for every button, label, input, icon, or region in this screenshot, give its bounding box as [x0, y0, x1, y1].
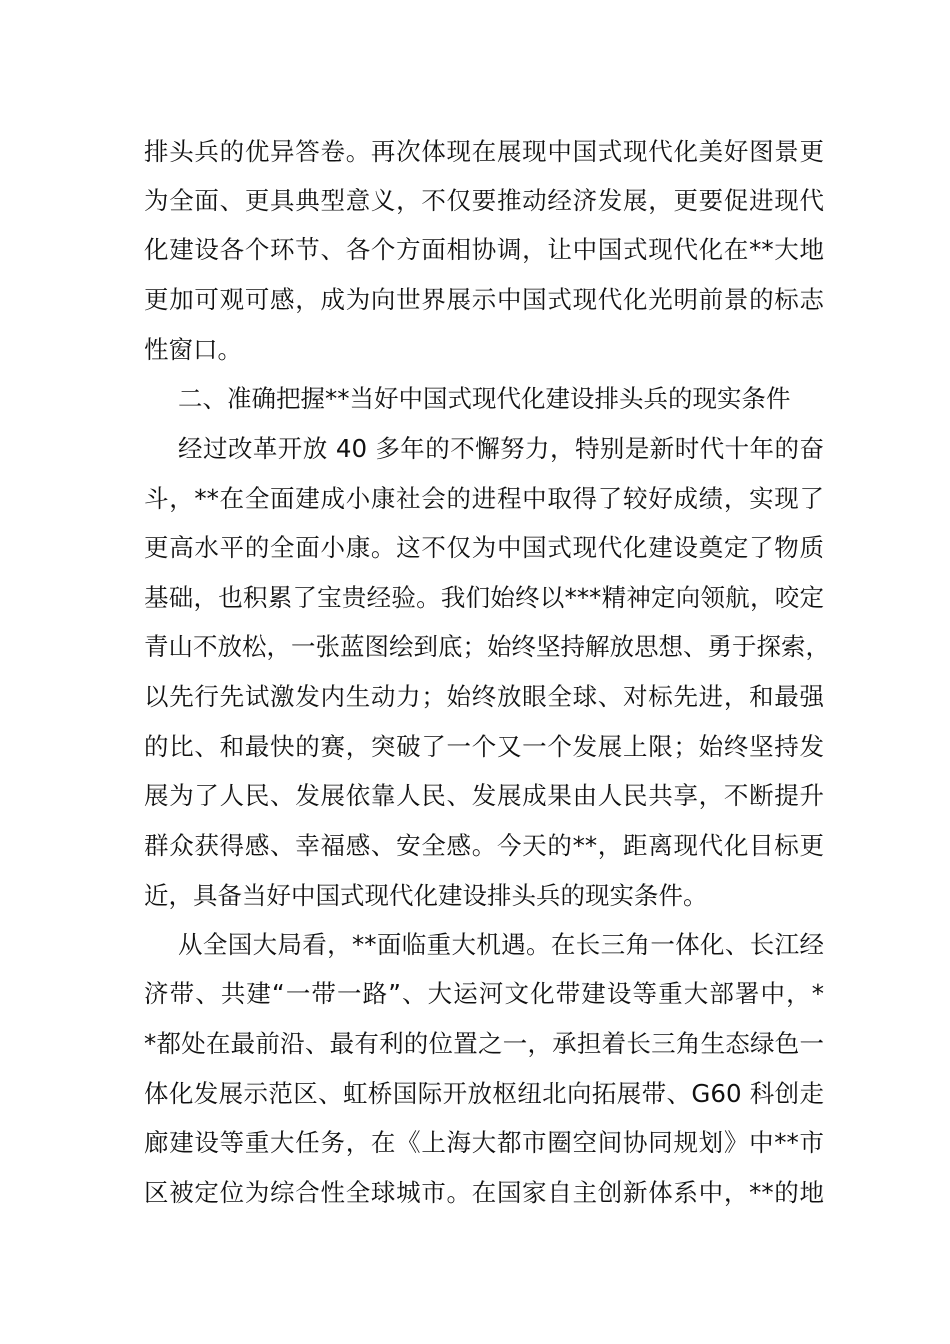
paragraph-line: 群众获得感、幸福感、安全感。今天的**，距离现代化目标更	[144, 831, 824, 860]
paragraph-line: 展为了人民、发展依靠人民、发展成果由人民共享，不断提升	[144, 781, 824, 810]
paragraph-line: 基础，也积累了宝贵经验。我们始终以***精神定向领航，咬定	[144, 583, 824, 612]
paragraph-line: 廊建设等重大任务，在《上海大都市圈空间协同规划》中**市	[144, 1128, 824, 1157]
paragraph-line: 的比、和最快的赛，突破了一个又一个发展上限；始终坚持发	[144, 732, 824, 761]
paragraph-line: *都处在最前沿、最有利的位置之一，承担着长三角生态绿色一	[144, 1029, 824, 1058]
paragraph-line: 区被定位为综合性全球城市。在国家自主创新体系中，**的地	[144, 1178, 824, 1207]
paragraph-line: 斗，**在全面建成小康社会的进程中取得了较好成绩，实现了	[144, 484, 824, 513]
section-heading: 二、准确把握**当好中国式现代化建设排头兵的现实条件	[178, 384, 791, 413]
paragraph-line: 以先行先试激发内生动力；始终放眼全球、对标先进，和最强	[144, 682, 824, 711]
paragraph-line: 青山不放松，一张蓝图绘到底；始终坚持解放思想、勇于探索，	[144, 632, 830, 661]
paragraph-line: 体化发展示范区、虹桥国际开放枢纽北向拓展带、G60 科创走	[144, 1079, 824, 1108]
paragraph-line: 性窗口。	[144, 335, 242, 364]
paragraph-line: 经过改革开放 40 多年的不懈努力，特别是新时代十年的奋	[178, 434, 824, 463]
paragraph-line: 为全面、更具典型意义，不仅要推动经济发展，更要促进现代	[144, 186, 824, 215]
paragraph-line: 济带、共建“一带一路”、大运河文化带建设等重大部署中，*	[144, 979, 824, 1008]
paragraph-line: 近，具备当好中国式现代化建设排头兵的现实条件。	[144, 881, 708, 910]
paragraph-line: 从全国大局看，**面临重大机遇。在长三角一体化、长江经	[178, 930, 824, 959]
paragraph-line: 排头兵的优异答卷。再次体现在展现中国式现代化美好图景更	[144, 137, 824, 166]
paragraph-line: 更加可观可感，成为向世界展示中国式现代化光明前景的标志	[144, 285, 824, 314]
paragraph-line: 化建设各个环节、各个方面相协调，让中国式现代化在**大地	[144, 235, 824, 264]
paragraph-line: 更高水平的全面小康。这不仅为中国式现代化建设奠定了物质	[144, 533, 824, 562]
